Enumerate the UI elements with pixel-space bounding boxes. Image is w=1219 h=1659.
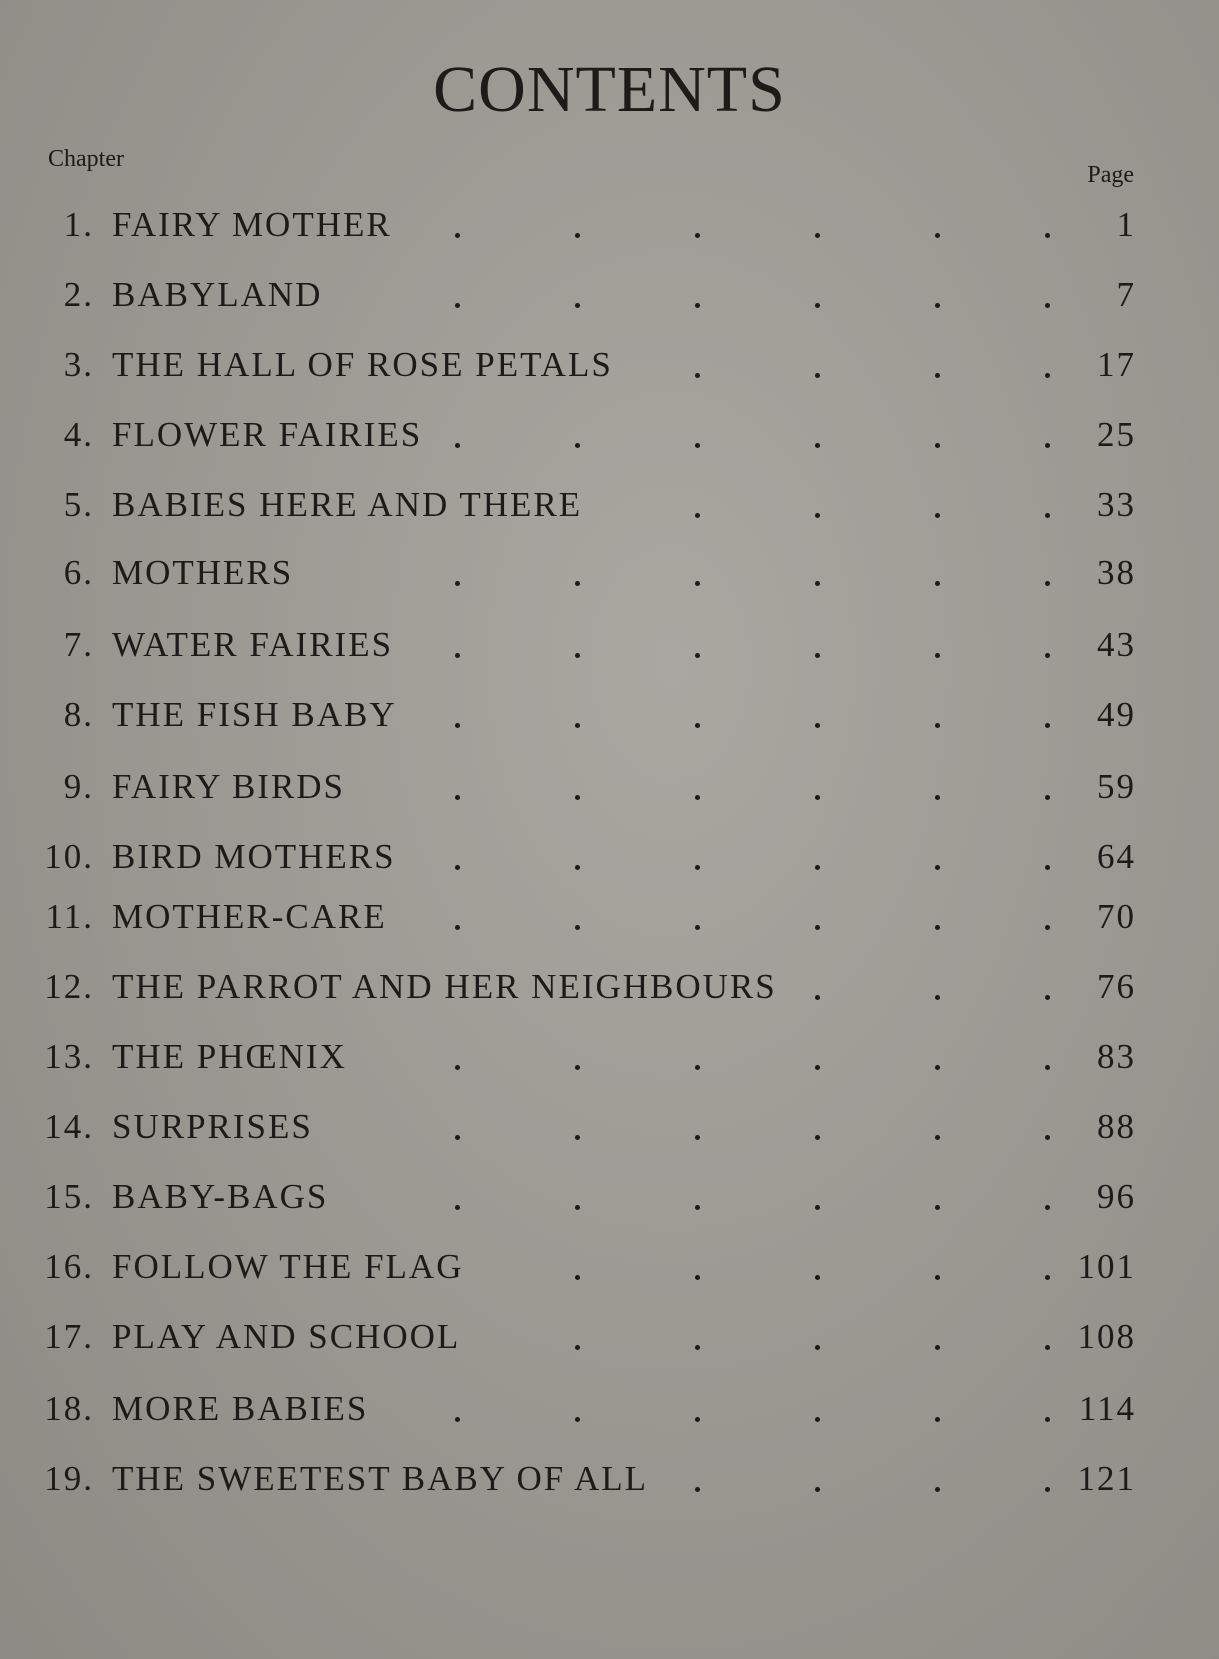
leader-dot [575, 443, 580, 448]
leader-dot [935, 1417, 940, 1422]
leader-dot [575, 1065, 580, 1070]
leader-dot [935, 723, 940, 728]
leader-dot [695, 1487, 700, 1492]
leader-dot [935, 373, 940, 378]
leader-dot [815, 1135, 820, 1140]
page-number: 83 [1097, 1037, 1136, 1076]
chapter-number: 8. [63, 695, 94, 734]
toc-entry [24, 1459, 1136, 1503]
leader-dot [1045, 373, 1050, 378]
chapter-number: 17. [44, 1317, 94, 1356]
leader-dot [575, 925, 580, 930]
leader-dot [695, 1205, 700, 1210]
chapter-number: 18. [44, 1389, 94, 1428]
chapter-title: FLOWER FAIRIES [112, 415, 423, 454]
page-number: 76 [1097, 967, 1136, 1006]
leader-dot [935, 1345, 940, 1350]
leader-dot [815, 443, 820, 448]
leader-dot [815, 1065, 820, 1070]
chapter-title: BABYLAND [112, 275, 323, 314]
page-number: 96 [1097, 1177, 1136, 1216]
leader-dot [455, 581, 460, 586]
leader-dot [575, 303, 580, 308]
leader-dot [935, 653, 940, 658]
leader-dot [935, 1135, 940, 1140]
leader-dot [695, 1417, 700, 1422]
chapter-number: 7. [63, 625, 94, 664]
leader-dot [1045, 723, 1050, 728]
leader-dot [815, 723, 820, 728]
leader-dot [815, 581, 820, 586]
leader-dot [935, 581, 940, 586]
chapter-title: WATER FAIRIES [112, 625, 394, 664]
toc-entry [24, 767, 1136, 811]
chapter-number: 19. [44, 1459, 94, 1498]
leader-dot [695, 513, 700, 518]
toc-entry [24, 625, 1136, 669]
leader-dot [1045, 653, 1050, 658]
chapter-number: 14. [44, 1107, 94, 1146]
chapter-title: THE SWEETEST BABY OF ALL [112, 1459, 649, 1498]
chapter-number: 13. [44, 1037, 94, 1076]
leader-dot [575, 1345, 580, 1350]
leader-dot [1045, 443, 1050, 448]
toc-entry [24, 695, 1136, 739]
toc-entry [24, 967, 1136, 1011]
chapter-title: THE HALL OF ROSE PETALS [112, 345, 613, 384]
toc-entry [24, 485, 1136, 529]
page-number: 121 [1077, 1459, 1136, 1498]
leader-dot [815, 1487, 820, 1492]
leader-dot [695, 723, 700, 728]
leader-dot [1045, 995, 1050, 1000]
toc-entry [24, 275, 1136, 319]
leader-dot [695, 373, 700, 378]
chapter-number: 10. [44, 837, 94, 876]
leader-dot [1045, 581, 1050, 586]
leader-dot [1045, 233, 1050, 238]
page-number: 1 [1116, 205, 1136, 244]
leader-dot [815, 653, 820, 658]
chapter-title: MOTHERS [112, 553, 294, 592]
chapter-number: 6. [63, 553, 94, 592]
leader-dot [575, 1417, 580, 1422]
leader-dot [815, 795, 820, 800]
chapter-title: SURPRISES [112, 1107, 313, 1146]
leader-dot [815, 1345, 820, 1350]
chapter-number: 11. [45, 897, 94, 936]
page-number: 49 [1097, 695, 1136, 734]
chapter-title: THE PHŒNIX [112, 1037, 347, 1076]
leader-dot [935, 303, 940, 308]
leader-dot [695, 653, 700, 658]
leader-dot [815, 303, 820, 308]
leader-dot [575, 581, 580, 586]
leader-dot [1045, 1487, 1050, 1492]
leader-dot [575, 653, 580, 658]
chapter-number: 2. [63, 275, 94, 314]
leader-dot [695, 303, 700, 308]
chapter-number: 1. [63, 205, 94, 244]
leader-dot [935, 925, 940, 930]
toc-entry [24, 1247, 1136, 1291]
leader-dot [695, 1345, 700, 1350]
leader-dot [815, 995, 820, 1000]
leader-dot [1045, 1345, 1050, 1350]
chapter-number: 3. [63, 345, 94, 384]
chapter-column-heading: Chapter [48, 146, 124, 172]
leader-dot [1045, 1205, 1050, 1210]
chapter-title: THE PARROT AND HER NEIGHBOURS [112, 967, 777, 1006]
leader-dot [815, 373, 820, 378]
page-number: 64 [1097, 837, 1136, 876]
leader-dot [575, 1275, 580, 1280]
toc-entry [24, 1037, 1136, 1081]
toc-entry [24, 837, 1136, 881]
leader-dot [455, 723, 460, 728]
chapter-title: BIRD MOTHERS [112, 837, 396, 876]
page-number: 108 [1077, 1317, 1136, 1356]
chapter-title: MORE BABIES [112, 1389, 369, 1428]
chapter-title: PLAY AND SCHOOL [112, 1317, 461, 1356]
leader-dot [1045, 513, 1050, 518]
chapter-title: FAIRY BIRDS [112, 767, 346, 806]
leader-dot [455, 1135, 460, 1140]
page-number: 7 [1116, 275, 1136, 314]
leader-dot [815, 1275, 820, 1280]
page-number: 38 [1097, 553, 1136, 592]
toc-entry [24, 1389, 1136, 1433]
leader-dot [455, 443, 460, 448]
page-number: 70 [1097, 897, 1136, 936]
leader-dot [935, 995, 940, 1000]
leader-dot [1045, 1275, 1050, 1280]
leader-dot [575, 795, 580, 800]
leader-dot [1045, 865, 1050, 870]
chapter-title: BABIES HERE AND THERE [112, 485, 583, 524]
chapter-title: FOLLOW THE FLAG [112, 1247, 464, 1286]
leader-dot [695, 925, 700, 930]
toc-entry [24, 553, 1136, 597]
leader-dot [1045, 795, 1050, 800]
toc-entry [24, 1317, 1136, 1361]
chapter-title: BABY-BAGS [112, 1177, 329, 1216]
toc-entry [24, 345, 1136, 389]
leader-dot [1045, 1135, 1050, 1140]
leader-dot [695, 795, 700, 800]
chapter-number: 9. [63, 767, 94, 806]
leader-dot [695, 581, 700, 586]
chapter-title: FAIRY MOTHER [112, 205, 392, 244]
toc-entry [24, 415, 1136, 459]
leader-dot [695, 233, 700, 238]
page-title: CONTENTS [433, 53, 786, 126]
leader-dot [935, 865, 940, 870]
chapter-title: MOTHER-CARE [112, 897, 387, 936]
leader-dot [1045, 303, 1050, 308]
chapter-number: 16. [44, 1247, 94, 1286]
page-number: 101 [1077, 1247, 1136, 1286]
leader-dot [455, 925, 460, 930]
chapter-number: 12. [44, 967, 94, 1006]
page-number: 17 [1097, 345, 1136, 384]
leader-dot [935, 1205, 940, 1210]
leader-dot [1045, 1065, 1050, 1070]
leader-dot [575, 1205, 580, 1210]
chapter-number: 15. [44, 1177, 94, 1216]
leader-dot [935, 1487, 940, 1492]
leader-dot [935, 1065, 940, 1070]
toc-entry [24, 205, 1136, 249]
leader-dot [1045, 1417, 1050, 1422]
page-number: 43 [1097, 625, 1136, 664]
leader-dot [575, 1135, 580, 1140]
leader-dot [575, 865, 580, 870]
chapter-number: 4. [63, 415, 94, 454]
leader-dot [695, 1135, 700, 1140]
leader-dot [455, 303, 460, 308]
leader-dot [815, 233, 820, 238]
leader-dot [455, 865, 460, 870]
leader-dot [815, 1417, 820, 1422]
leader-dot [455, 1417, 460, 1422]
leader-dot [455, 653, 460, 658]
toc-entry [24, 1177, 1136, 1221]
toc-entry [24, 897, 1136, 941]
leader-dot [935, 1275, 940, 1280]
page-number: 88 [1097, 1107, 1136, 1146]
leader-dot [575, 723, 580, 728]
leader-dot [935, 513, 940, 518]
leader-dot [815, 1205, 820, 1210]
page-number: 59 [1097, 767, 1136, 806]
chapter-number: 5. [63, 485, 94, 524]
leader-dot [935, 233, 940, 238]
leader-dot [695, 1065, 700, 1070]
leader-dot [695, 1275, 700, 1280]
page-number: 114 [1078, 1389, 1136, 1428]
leader-dot [815, 865, 820, 870]
leader-dot [575, 233, 580, 238]
leader-dot [935, 443, 940, 448]
leader-dot [695, 865, 700, 870]
page-number: 25 [1097, 415, 1136, 454]
leader-dot [455, 1065, 460, 1070]
leader-dot [455, 1205, 460, 1210]
leader-dot [695, 443, 700, 448]
leader-dot [455, 795, 460, 800]
page-column-heading: Page [1087, 162, 1134, 188]
leader-dot [1045, 925, 1050, 930]
chapter-title: THE FISH BABY [112, 695, 397, 734]
toc-entry [24, 1107, 1136, 1151]
leader-dot [815, 925, 820, 930]
page-number: 33 [1097, 485, 1136, 524]
leader-dot [935, 795, 940, 800]
leader-dot [815, 513, 820, 518]
leader-dot [455, 233, 460, 238]
